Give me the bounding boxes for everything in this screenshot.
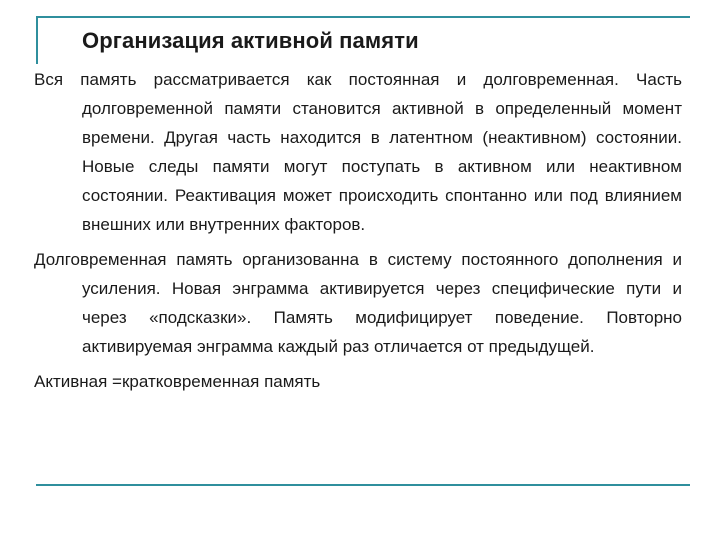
slide-body [34, 65, 682, 402]
frame-bottom-line [36, 484, 690, 486]
paragraph-short-term-definition: Активная =кратковременная память [34, 372, 321, 391]
paragraph-active-memory: Вся память рассматривается как постоянная и долговременная. Часть долговременной памяти становится активной в определенный момент времени. Другая часть находится в латентном (неактивном) состоянии. Новые следы памяти могут поступать в активном или неактивном состоянии. Реактивация может происходить спонтанно или под влиянием внешних или внутренних факторов. [34, 70, 682, 234]
paragraph-long-term-memory: Долговременная память организованна в систему постоянного дополнения и усиления. Новая энграмма активируется через специфические пути и через «подсказки». Память модифицирует поведение. Повторно активируемая энграмма каждый раз отличается от предыдущей. [34, 250, 682, 356]
frame-top-line [36, 16, 690, 18]
slide-title: Организация активной памяти [82, 28, 419, 53]
frame-left-line [36, 16, 38, 64]
